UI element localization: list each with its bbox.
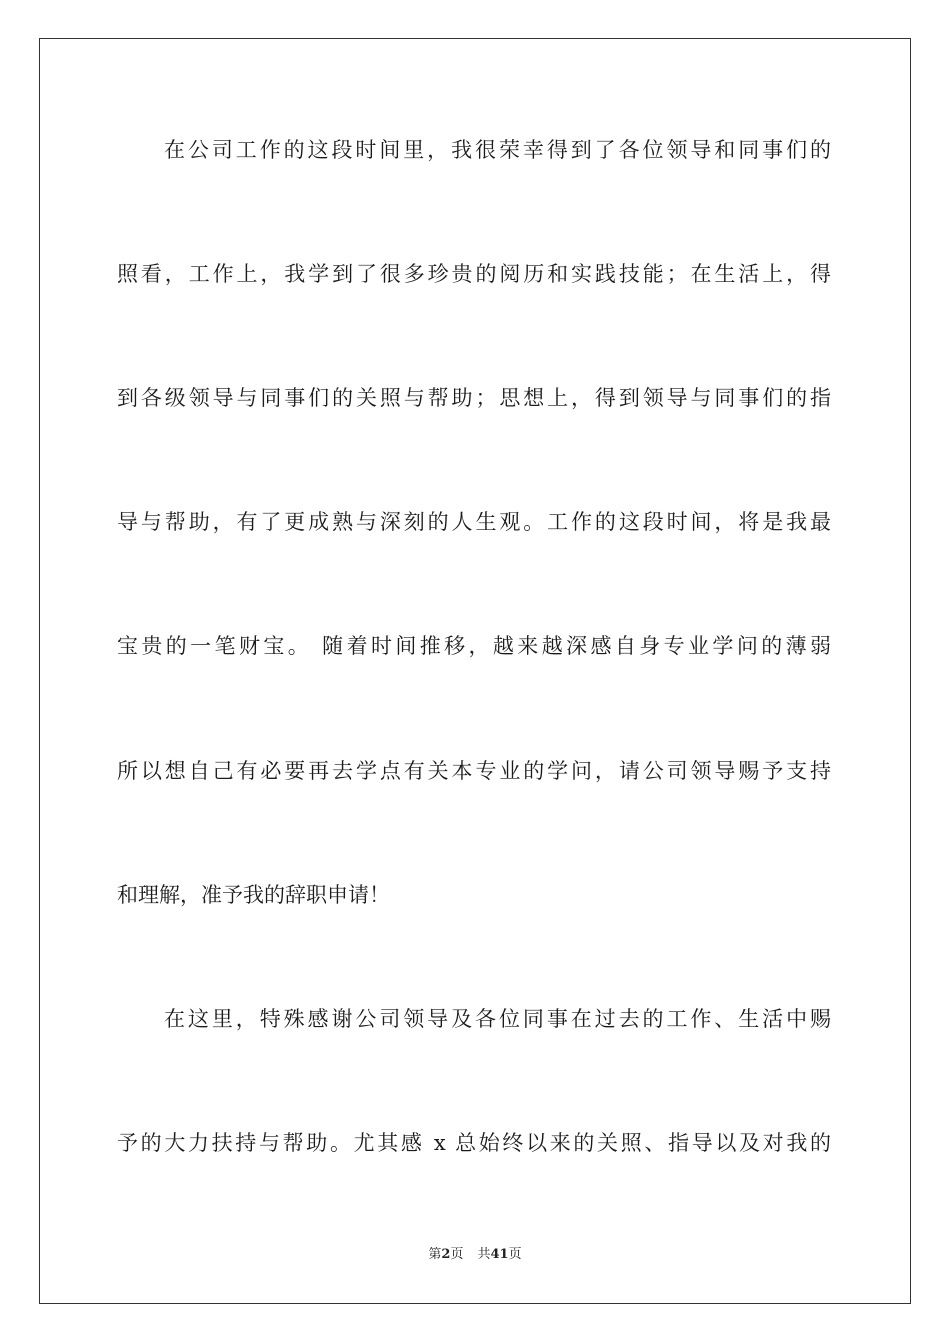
paragraph-1-line-2: 照看，工作上，我学到了很多珍贵的阅历和实践技能；在生活上，得 [117, 262, 831, 286]
paragraph-1-line-7: 和理解，准予我的辞职申请！ [117, 883, 390, 907]
paragraph-1-line-6: 所以想自己有必要再去学点有关本专业的学问，请公司领导赐予支持 [117, 759, 831, 783]
total-prefix: 共 [477, 1247, 491, 1262]
paragraph-2-line-1: 在这里，特殊感谢公司领导及各位同事在过去的工作、生活中赐 [164, 1007, 831, 1031]
paragraph-1-line-1: 在公司工作的这段时间里，我很荣幸得到了各位领导和同事们的 [164, 138, 831, 162]
page-prefix: 第 [428, 1247, 442, 1262]
page-border [39, 38, 911, 1304]
paragraph-1-line-5: 宝贵的一笔财宝。 随着时间推移，越来越深感自身专业学问的薄弱 [117, 634, 831, 658]
page-footer [0, 1246, 950, 1264]
total-suffix: 页 [508, 1247, 522, 1262]
total-pages: 41 [490, 1247, 509, 1262]
paragraph-1-line-3: 到各级领导与同事们的关照与帮助；思想上，得到领导与同事们的指 [117, 386, 831, 410]
paragraph-2-line-2: 予的大力扶持与帮助。尤其感 x 总始终以来的关照、指导以及对我的 [117, 1131, 831, 1155]
paragraph-1-line-4: 导与帮助，有了更成熟与深刻的人生观。工作的这段时间，将是我最 [117, 510, 831, 534]
page-suffix: 页 [450, 1247, 464, 1262]
page-number: 2 [441, 1247, 451, 1262]
